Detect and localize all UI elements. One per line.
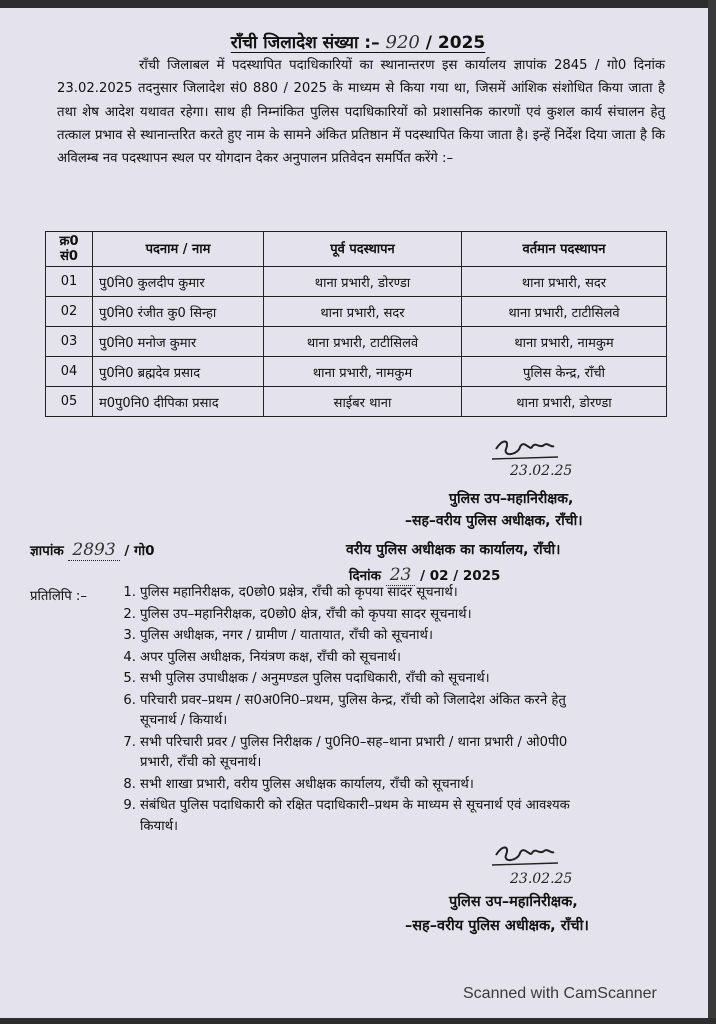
intro-paragraph (57, 54, 665, 170)
memo-number (30, 540, 154, 560)
signatory-1-subtitle: –सह–वरीय पुलिस अधीक्षक, राँची। (405, 513, 583, 529)
cell-previous-posting: थाना प्रभारी, डोरण्डा (264, 267, 462, 297)
signatory-1-designation: पुलिस उप–महानिरीक्षक, (449, 491, 574, 507)
list-item-text: सभी शाखा प्रभारी, वरीय पुलिस अधीक्षक कार्यालय, राँची को सूचनार्थ। (140, 776, 474, 792)
list-item-number: 3. (123, 628, 136, 643)
list-item-number: 1. (123, 585, 136, 600)
cell-serial: 02 (46, 297, 93, 327)
list-item-number: 9. (123, 798, 136, 813)
list-item-number: 6. (123, 692, 136, 708)
cell-name: पु0नि0 कुलदीप कुमार (93, 267, 264, 297)
cell-current-posting: थाना प्रभारी, टाटीसिलवे (462, 297, 667, 327)
list-item-continuation: कियार्थ। (140, 818, 179, 834)
cell-previous-posting: थाना प्रभारी, नामकुम (264, 357, 462, 387)
memo-suffix: / गो0 (124, 543, 155, 559)
cell-serial: 05 (46, 387, 93, 417)
camscanner-watermark: Scanned with CamScanner (463, 985, 657, 1002)
cell-previous-posting: थाना प्रभारी, टाटीसिलवे (264, 327, 462, 357)
cell-serial: 03 (46, 327, 93, 357)
list-item-text: पुलिस महानिरीक्षक, द0छो0 प्रक्षेत्र, राँची को कृपया सादर सूचनार्थ। (140, 585, 458, 600)
cell-current-posting: थाना प्रभारी, सदर (462, 267, 667, 297)
list-item (118, 733, 688, 774)
date-label: दिनांक (349, 568, 382, 584)
list-item-number: 5. (123, 671, 136, 686)
list-item (118, 583, 688, 604)
order-title-suffix: / 2025 (425, 33, 486, 53)
order-title-prefix: राँची जिलादेश संख्या :– (230, 33, 380, 53)
cell-name: म0पु0नि0 दीपिका प्रसाद (93, 387, 264, 417)
table-row (46, 357, 667, 387)
list-item-text: पुलिस अधीक्षक, नगर / ग्रामीण / यातायात, राँची को सूचनार्थ। (140, 628, 433, 643)
scan-border-right (708, 0, 716, 1024)
table-header-row (46, 232, 667, 267)
list-item-number: 2. (123, 606, 136, 622)
signature-1 (488, 437, 608, 485)
transfer-table (45, 231, 667, 417)
list-item-number: 4. (123, 649, 136, 665)
copy-to-list (118, 583, 688, 838)
list-item-text: सभी पुलिस उपाधीक्षक / अनुमण्डल पुलिस पदाधिकारी, राँची को सूचनार्थ। (140, 671, 490, 686)
date-rest: / 02 / 2025 (420, 568, 501, 584)
order-number-handwritten: 920 (385, 32, 420, 53)
table-row (46, 267, 667, 297)
list-item (118, 605, 688, 626)
list-item (118, 626, 688, 647)
signatory-2-subtitle: –सह–वरीय पुलिस अधीक्षक, राँची। (405, 918, 589, 934)
signatory-block-1 (405, 488, 665, 532)
list-item-continuation: सूचनार्थ / कियार्थ। (140, 713, 228, 728)
header-previous-posting: पूर्व पदस्थापन (264, 232, 462, 267)
table-row (46, 327, 667, 357)
cell-serial: 04 (46, 357, 93, 387)
list-item-text: अपर पुलिस अधीक्षक, नियंत्रण कक्ष, राँची को सूचनार्थ। (140, 649, 402, 665)
memo-date (349, 565, 500, 585)
signature-2 (488, 843, 608, 891)
copy-to-label: प्रतिलिपि :– (30, 589, 87, 604)
scan-border-top (0, 0, 716, 8)
cell-previous-posting: साईबर थाना (264, 387, 462, 417)
cell-previous-posting: थाना प्रभारी, सदर (264, 297, 462, 327)
header-current-posting: वर्तमान पदस्थापन (462, 232, 667, 267)
cell-name: पु0नि0 रंजीत कु0 सिन्हा (93, 297, 264, 327)
intro-text: राँची जिलाबल में पदस्थापित पदाधिकारियों का स्थानान्तरण इस कार्यालय ज्ञापांक 2845 / गो0 दिनांक 23.02.2025 तदनुसार जिलादेश सं0 880 / 2025 के माध्यम से किया गया था, जिसमें आंशिक संशोधित किया जाता है तथा शेष आदेश यथावत रहेगा। साथ ही निम्नांकित पुलिस पदाधिकारियों को प्रशासनिक कारणों एवं कुशल कार्य संचालन हेतु तत्काल प्रभाव से स्थानान्तरित करते हुए नाम के सामने अंकित प्रतिष्ठान में पदस्थापित किया जाता है। इन्हें निर्देश दिया जाता है कि अविलम्ब नव पदस्थापन स्थल पर योगदान देकर अनुपालन प्रतिवेदन समर्पित करेंगे :– (57, 58, 665, 167)
cell-name: पु0नि0 मनोज कुमार (93, 327, 264, 357)
list-item (118, 775, 688, 796)
list-item (118, 796, 688, 837)
header-serial: क्र0 सं0 (46, 232, 93, 267)
list-item-number: 8. (123, 776, 136, 792)
cell-serial: 01 (46, 267, 93, 297)
list-item (118, 669, 688, 690)
issuing-office: वरीय पुलिस अधीक्षक का कार्यालय, राँची। (346, 542, 561, 558)
list-item-text: सभी परिचारी प्रवर / पुलिस निरीक्षक / पु0नि0–सह–थाना प्रभारी / थाना प्रभारी / ओ0पी0 (140, 734, 568, 750)
cell-current-posting: थाना प्रभारी, नामकुम (462, 327, 667, 357)
signatory-2-designation: पुलिस उप–महानिरीक्षक, (449, 894, 578, 910)
cell-current-posting: पुलिस केन्द्र, राँची (462, 357, 667, 387)
list-item-continuation: प्रभारी, राँची को सूचनार्थ। (140, 755, 262, 770)
date-day-handwritten: 23 (386, 565, 416, 586)
list-item-text: परिचारी प्रवर–प्रथम / स0अ0नि0–प्रथम, पुलिस केन्द्र, राँची को जिलादेश अंकित करने हेतु (140, 692, 566, 708)
list-item-text: पुलिस उप–महानिरीक्षक, द0छो0 क्षेत्र, राँची को कृपया सादर सूचनार्थ। (140, 606, 472, 622)
memo-label: ज्ञापांक (30, 543, 64, 559)
list-item-text: संबंधित पुलिस पदाधिकारी को रक्षित पदाधिकारी–प्रथम के माध्यम से सूचनार्थ एवं आवश्यक (140, 798, 570, 813)
table-row (46, 297, 667, 327)
list-item (118, 691, 688, 732)
order-title (0, 30, 716, 53)
scan-border-bottom (0, 1018, 716, 1024)
signatory-block-2 (405, 890, 685, 938)
header-name: पदनाम / नाम (93, 232, 264, 267)
signature-2-date: 23.02.25 (510, 871, 573, 887)
cell-name: पु0नि0 ब्रह्मदेव प्रसाद (93, 357, 264, 387)
cell-current-posting: थाना प्रभारी, डोरण्डा (462, 387, 667, 417)
memo-number-handwritten: 2893 (68, 540, 119, 561)
signature-1-date: 23.02.25 (510, 463, 573, 479)
list-item (118, 648, 688, 669)
table-row (46, 387, 667, 417)
list-item-number: 7. (123, 734, 136, 750)
